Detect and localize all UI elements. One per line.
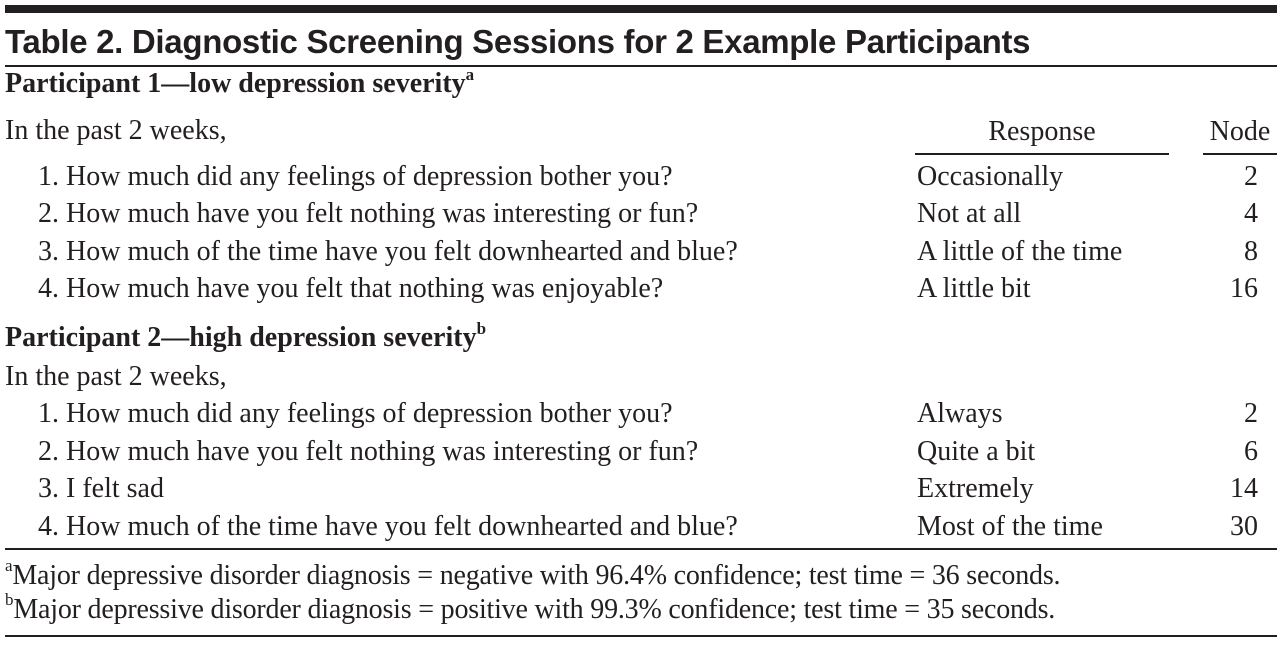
node-cell: 16 [1230,273,1258,304]
table-row [0,195,1285,232]
footnote-a-mark: a [5,555,13,575]
table-row [0,233,1285,270]
response-header-rule [915,153,1169,155]
table-row [0,158,1285,195]
response-cell: Quite a bit [917,436,1036,467]
footnote-b-text: Major depressive disorder diagnosis = positive with 99.3% confidence; test time = 35 seconds. [13,594,1056,625]
node-cell: 2 [1244,398,1258,429]
node-cell: 6 [1244,436,1258,467]
table-row [0,395,1285,432]
participant-2-intro: In the past 2 weeks, [5,361,227,392]
node-column-header: Node [1209,116,1271,147]
participant-2-heading-text: Participant 2—high depression severity [5,322,477,353]
participant-1-heading-text: Participant 1—low depression severity [5,68,466,99]
response-cell: Extremely [917,473,1034,504]
question-cell: 3. How much of the time have you felt downhearted and blue? [38,236,738,267]
question-cell: 1. How much did any feelings of depression bother you? [38,161,673,192]
question-cell: 3. I felt sad [38,473,164,504]
table-title: Table 2. Diagnostic Screening Sessions for 2 Example Participants [5,23,1031,60]
table-row [0,470,1285,507]
table-row [0,508,1285,545]
table-bottom-rule [5,548,1277,550]
question-cell: 4. How much of the time have you felt downhearted and blue? [38,511,738,542]
response-cell: Occasionally [917,161,1064,192]
node-cell: 30 [1230,511,1258,542]
question-cell: 2. How much have you felt nothing was interesting or fun? [38,198,699,229]
question-cell: 1. How much did any feelings of depression bother you? [38,398,673,429]
page-bottom-rule [5,635,1277,637]
node-cell: 8 [1244,236,1258,267]
response-cell: A little bit [917,273,1031,304]
response-column-header: Response [988,116,1096,147]
node-cell: 4 [1244,198,1258,229]
response-cell: Not at all [917,198,1022,229]
participant-1-footnote-mark: a [465,64,475,84]
participant-2-footnote-mark: b [476,318,487,338]
participant-1-intro: In the past 2 weeks, [5,115,227,146]
response-cell: A little of the time [917,236,1123,267]
node-cell: 2 [1244,161,1258,192]
top-rule [5,5,1277,13]
response-cell: Most of the time [917,511,1103,542]
participant-2-heading [5,320,486,356]
footnote-a [5,555,1061,593]
response-cell: Always [917,398,1003,429]
node-cell: 14 [1230,473,1258,504]
footnote-b [5,589,1056,627]
table-row [0,270,1285,307]
footnote-a-text: Major depressive disorder diagnosis = negative with 96.4% confidence; test time = 36 seconds. [12,560,1061,591]
participant-1-heading [5,66,474,102]
table-row [0,433,1285,470]
question-cell: 4. How much have you felt that nothing was enjoyable? [38,273,664,304]
footnote-b-mark: b [5,589,14,609]
question-cell: 2. How much have you felt nothing was interesting or fun? [38,436,699,467]
node-header-rule [1203,153,1277,155]
